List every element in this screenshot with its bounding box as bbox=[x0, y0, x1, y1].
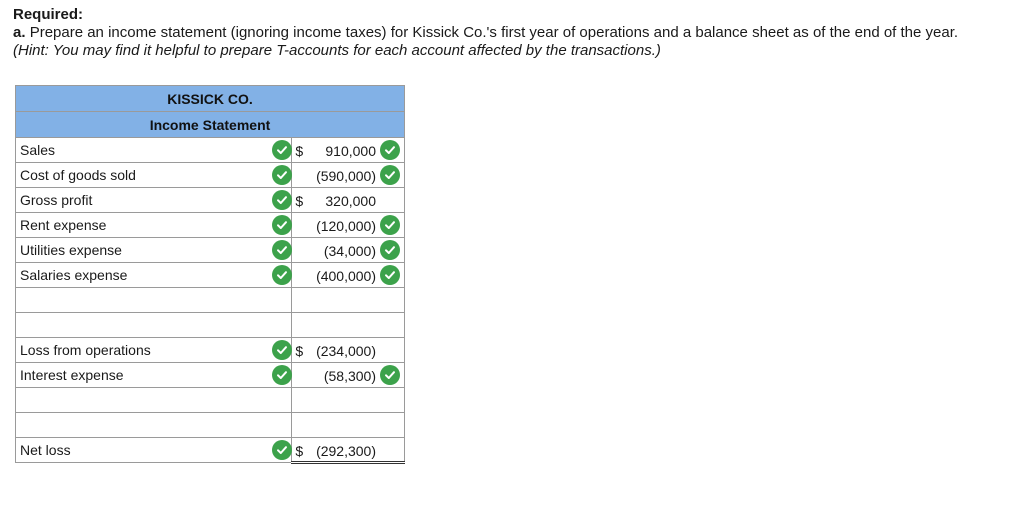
company-name: KISSICK CO. bbox=[16, 86, 405, 112]
currency-symbol: $ bbox=[295, 443, 304, 459]
part-a-label: a. bbox=[13, 24, 26, 41]
check-icon bbox=[380, 265, 400, 285]
check-icon bbox=[380, 215, 400, 235]
check-icon bbox=[380, 165, 400, 185]
check-icon bbox=[272, 440, 292, 460]
amount-cell[interactable] bbox=[292, 163, 405, 188]
amount-cell[interactable] bbox=[292, 338, 405, 363]
statement-row bbox=[16, 438, 405, 463]
income-statement-table bbox=[15, 85, 405, 464]
check-icon bbox=[380, 365, 400, 385]
account-name: Salaries expense bbox=[20, 267, 128, 283]
account-name-cell[interactable] bbox=[16, 288, 292, 313]
account-name: Cost of goods sold bbox=[20, 167, 136, 183]
currency-symbol: $ bbox=[295, 193, 304, 209]
account-name-cell[interactable] bbox=[16, 213, 292, 238]
account-name-cell[interactable] bbox=[16, 238, 292, 263]
statement-row bbox=[16, 188, 405, 213]
account-name: Loss from operations bbox=[20, 342, 151, 358]
account-name-cell[interactable] bbox=[16, 338, 292, 363]
part-a-body: Prepare an income statement (ignoring income taxes) for Kissick Co.'s first year of operations and a balance sheet as of the end of the year. bbox=[29, 24, 959, 41]
check-icon bbox=[272, 340, 292, 360]
amount-value: (234,000) bbox=[316, 343, 376, 359]
account-name: Utilities expense bbox=[20, 242, 122, 258]
account-name-cell[interactable] bbox=[16, 438, 292, 463]
account-name-cell[interactable] bbox=[16, 313, 292, 338]
check-icon bbox=[272, 140, 292, 160]
account-name: Net loss bbox=[20, 442, 71, 458]
check-icon bbox=[272, 190, 292, 210]
statement-row bbox=[16, 313, 405, 338]
statement-row bbox=[16, 138, 405, 163]
account-name-cell[interactable] bbox=[16, 263, 292, 288]
statement-title: Income Statement bbox=[16, 112, 405, 138]
account-name-cell[interactable] bbox=[16, 363, 292, 388]
part-a-text bbox=[13, 24, 1018, 42]
amount-cell[interactable] bbox=[292, 313, 405, 338]
amount-cell[interactable] bbox=[292, 288, 405, 313]
amount-cell[interactable] bbox=[292, 438, 405, 463]
amount-value: (590,000) bbox=[316, 168, 376, 184]
check-icon bbox=[272, 215, 292, 235]
amount-value: (292,300) bbox=[316, 443, 376, 459]
instructions bbox=[13, 6, 1018, 60]
account-name-cell[interactable] bbox=[16, 163, 292, 188]
amount-value: (34,000) bbox=[323, 243, 376, 259]
currency-symbol: $ bbox=[295, 143, 304, 159]
amount-cell[interactable] bbox=[292, 138, 405, 163]
account-name-cell[interactable] bbox=[16, 188, 292, 213]
check-icon bbox=[380, 240, 400, 260]
statement-row bbox=[16, 363, 405, 388]
account-name-cell[interactable] bbox=[16, 138, 292, 163]
account-name-cell[interactable] bbox=[16, 388, 292, 413]
account-name: Interest expense bbox=[20, 367, 124, 383]
account-name: Gross profit bbox=[20, 192, 93, 208]
statement-row bbox=[16, 388, 405, 413]
statement-row bbox=[16, 338, 405, 363]
statement-row bbox=[16, 213, 405, 238]
amount-cell[interactable] bbox=[292, 188, 405, 213]
statement-title-row bbox=[16, 112, 405, 138]
amount-cell[interactable] bbox=[292, 263, 405, 288]
company-header-row bbox=[16, 86, 405, 112]
amount-cell[interactable] bbox=[292, 238, 405, 263]
statement-row bbox=[16, 288, 405, 313]
account-name: Sales bbox=[20, 142, 56, 158]
check-icon bbox=[380, 140, 400, 160]
hint-text: (Hint: You may find it helpful to prepare T-accounts for each account affected by the transactions.) bbox=[13, 42, 661, 59]
statement-row bbox=[16, 263, 405, 288]
account-name: Rent expense bbox=[20, 217, 107, 233]
amount-value: (120,000) bbox=[316, 218, 376, 234]
currency-symbol: $ bbox=[295, 343, 304, 359]
amount-value: 320,000 bbox=[325, 193, 376, 209]
amount-value: 910,000 bbox=[325, 143, 376, 159]
amount-cell[interactable] bbox=[292, 213, 405, 238]
check-icon bbox=[272, 165, 292, 185]
required-heading: Required: bbox=[13, 6, 84, 23]
amount-cell[interactable] bbox=[292, 363, 405, 388]
check-icon bbox=[272, 265, 292, 285]
amount-value: (400,000) bbox=[316, 268, 376, 284]
statement-row bbox=[16, 413, 405, 438]
check-icon bbox=[272, 365, 292, 385]
statement-row bbox=[16, 238, 405, 263]
amount-cell[interactable] bbox=[292, 413, 405, 438]
amount-value: (58,300) bbox=[323, 368, 376, 384]
account-name-cell[interactable] bbox=[16, 413, 292, 438]
check-icon bbox=[272, 240, 292, 260]
amount-cell[interactable] bbox=[292, 388, 405, 413]
statement-row bbox=[16, 163, 405, 188]
